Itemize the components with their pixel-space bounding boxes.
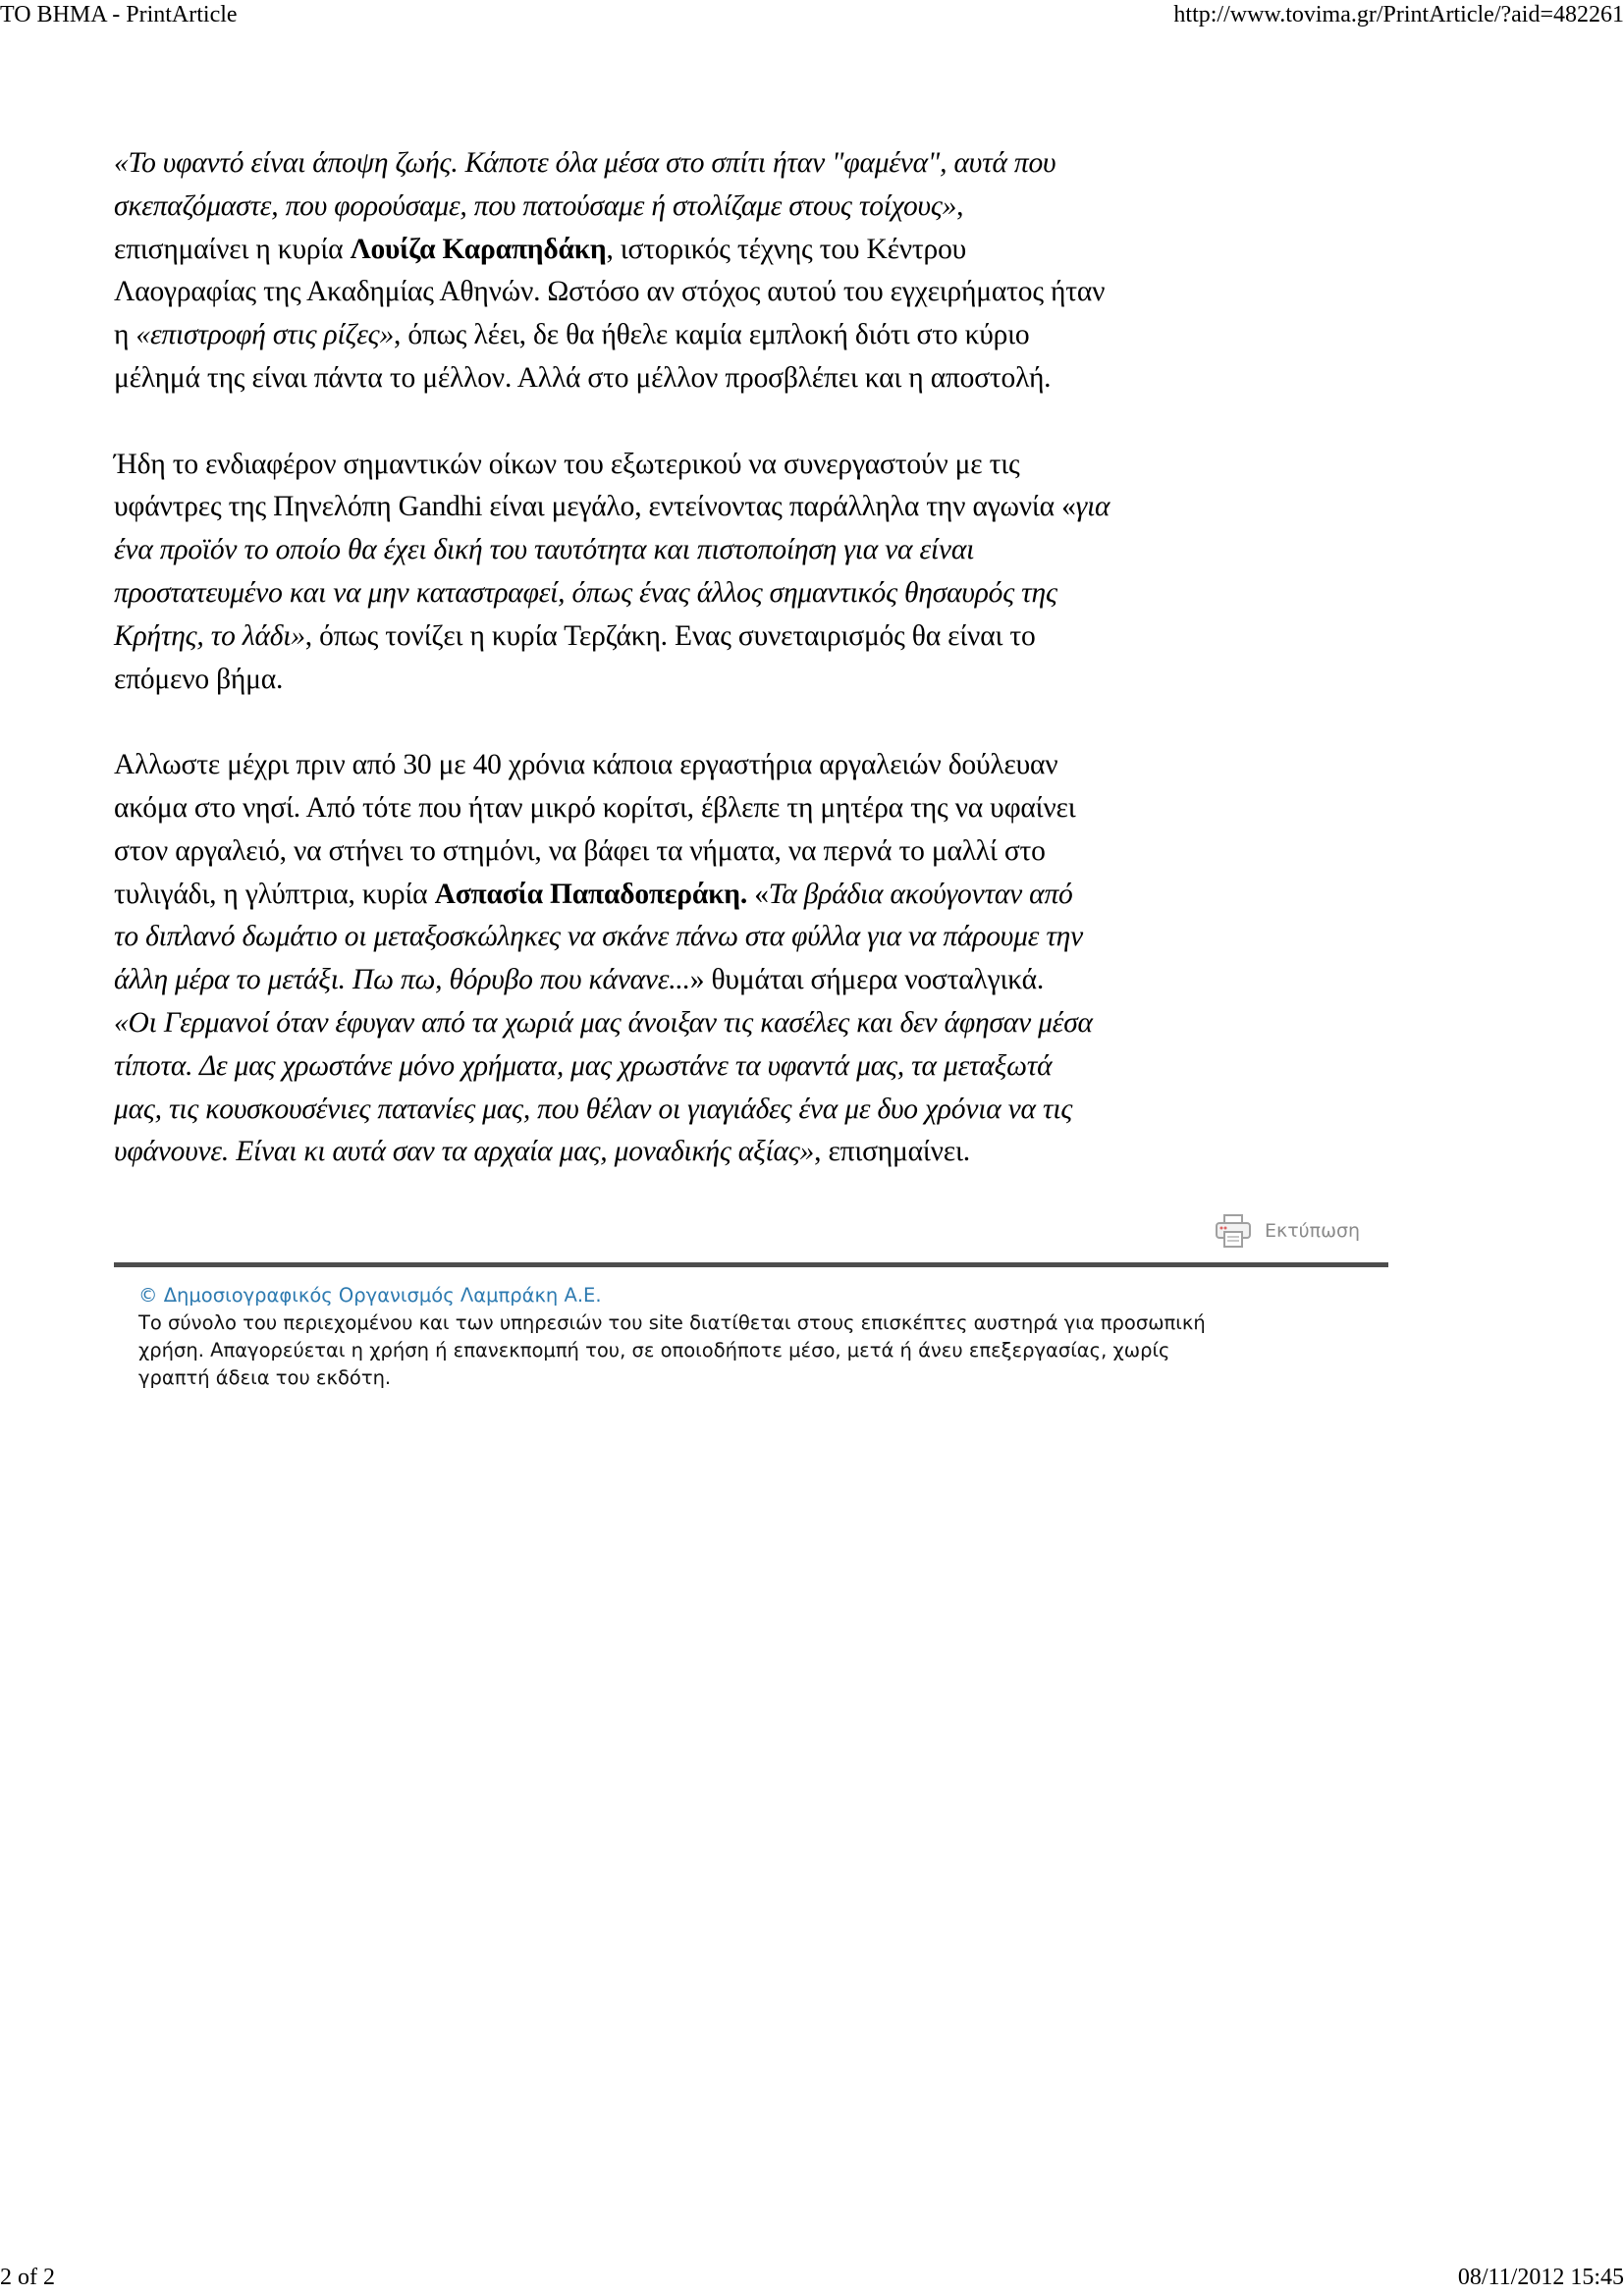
quote-text: το διπλανό δωμάτιο οι μεταξοσκώληκες να σκάνε πάνω στα φύλλα για να πάρουμε την (114, 921, 1084, 953)
text: , όπως λέει, δε θα ήθελε καμία εμπλοκή διότι στο κύριο (394, 319, 1030, 351)
disclaimer-text: γραπτή άδεια του εκδότη. (138, 1366, 392, 1389)
text: η (114, 319, 136, 351)
quote-text: Τα βράδια ακούγονταν από (768, 878, 1073, 910)
page-number: 2 of 2 (0, 2265, 55, 2290)
copyright-notice: © Δημοσιογραφικός Οργανισμός Λαμπράκη Α.Ε. (138, 1284, 602, 1307)
article-line (114, 1131, 1390, 1174)
quote-text: τίποτα. Δε μας χρωστάνε μόνο χρήματα, μας χρωστάνε τα υφαντά μας, τα μεταξωτά (114, 1049, 1053, 1082)
article-line (114, 959, 1390, 1002)
site-footer (138, 1282, 1415, 1392)
article-line (114, 1045, 1390, 1089)
disclaimer-text: Το σύνολο του περιεχομένου και των υπηρεσιών του site διατίθεται στους επισκέπτες αυστηρά για προσωπική (138, 1311, 1206, 1334)
article-line (114, 1089, 1390, 1132)
article-line: Λαογραφίας της Ακαδημίας Αθηνών. Ωστόσο αν στόχος αυτού του εγχειρήματος ήταν (114, 276, 1106, 308)
quote-text: «επιστροφή στις ρίζες» (135, 319, 394, 351)
text: επισημαίνει η κυρία (114, 233, 351, 265)
article-line (114, 916, 1390, 959)
article-line: μέλημά της είναι πάντα το μέλλον. Αλλά στο μέλλον προσβλέπει και η αποστολή. (114, 361, 1052, 394)
article-line (114, 529, 1390, 572)
article-line: Ήδη το ενδιαφέρον σημαντικών οίκων του εξωτερικού να συνεργαστούν με τις (114, 448, 1020, 480)
print-datetime: 08/11/2012 15:45 (1457, 2265, 1624, 2290)
text: , επισημαίνει. (814, 1136, 970, 1168)
article-line (114, 486, 1390, 529)
article-line (114, 615, 1390, 659)
quote-text: «Οι Γερμανοί όταν έφυγαν από τα χωριά μας άνοιξαν τις κασέλες και δεν άφησαν μέσα (114, 1006, 1093, 1039)
article-body (114, 142, 1390, 1174)
article-line (114, 1002, 1390, 1045)
article-line (114, 229, 1390, 272)
text: υφάντρες της Πηνελόπη Gandhi είναι μεγάλο, εντείνοντας παράλληλα την αγωνία « (114, 491, 1076, 523)
article-line (114, 874, 1390, 917)
article-line (114, 314, 1390, 357)
quote-text: Κρήτης, το λάδι» (114, 619, 305, 652)
print-header-url: http://www.tovima.gr/PrintArticle/?aid=482261 (1173, 2, 1624, 27)
person-name: Ασπασία Παπαδοπεράκη. (434, 878, 748, 910)
text: , ιστορικός τέχνης του Κέντρου (606, 233, 967, 265)
article-line: επόμενο βήμα. (114, 663, 284, 695)
article-line (114, 186, 1390, 229)
print-label[interactable]: Εκτύπωση (1265, 1220, 1361, 1242)
quote-text: υφάνουνε. Είναι κι αυτά σαν τα αρχαία μας, μοναδικής αξίας» (114, 1136, 815, 1168)
quote-text: άλλη μέρα το μετάξι. Πω πω, θόρυβο που κάνανε... (114, 964, 690, 996)
quote-text: μας, τις κουσκουσένιες πατανίες μας, που θέλαν οι γιαγιάδες ένα με δυο χρόνια να τις (114, 1093, 1073, 1125)
print-header-title: ΤΟ ΒΗΜΑ - PrintArticle (0, 2, 238, 27)
article-line (114, 572, 1390, 615)
article-line: στον αργαλειό, να στήνει το στημόνι, να βάφει τα νήματα, να περνά το μαλλί στο (114, 834, 1046, 867)
article-line: Αλλωστε μέχρι πριν από 30 με 40 χρόνια κάποια εργαστήρια αργαλειών δούλευαν (114, 749, 1058, 781)
article-line: ακόμα στο νησί. Από τότε που ήταν μικρό κορίτσι, έβλεπε τη μητέρα της να υφαίνει (114, 791, 1076, 824)
text: τυλιγάδι, η γλύπτρια, κυρία (114, 878, 435, 910)
quote-text: προστατευμένο και να μην καταστραφεί, όπως ένας άλλος σημαντικός θησαυρός της (114, 576, 1057, 609)
text: « (747, 878, 769, 910)
disclaimer-text: χρήση. Απαγορεύεται η χρήση ή επανεκπομπή του, σε οποιοδήποτε μέσο, μετά ή άνευ επεξεργασίας, χωρίς (138, 1339, 1170, 1362)
text: , όπως τονίζει η κυρία Τερζάκη. Ενας συνεταιρισμός θα είναι το (304, 619, 1036, 652)
quote-text: «Το υφαντό είναι άποψη ζωής. Κάποτε όλα μέσα στο σπίτι ήταν "φαμένα", αυτά που (114, 147, 1056, 179)
quote-text: ένα προϊόν το οποίο θα έχει δική του ταυτότητα και πιστοποίηση για να είναι (114, 534, 975, 566)
person-name: Λουίζα Καραπηδάκη (350, 233, 607, 265)
text: , (956, 189, 964, 222)
quote-text: σκεπαζόμαστε, που φορούσαμε, που πατούσαμε ή στολίζαμε στους τοίχους» (114, 189, 957, 222)
footer-divider (114, 1262, 1388, 1267)
paragraph-gap (114, 400, 1390, 444)
quote-text: για (1075, 491, 1110, 523)
print-button[interactable] (1214, 1213, 1360, 1249)
paragraph-gap (114, 701, 1390, 744)
text: » θυμάται σήμερα νοσταλγικά. (689, 964, 1045, 996)
printer-icon (1214, 1213, 1253, 1249)
article-line (114, 142, 1390, 186)
